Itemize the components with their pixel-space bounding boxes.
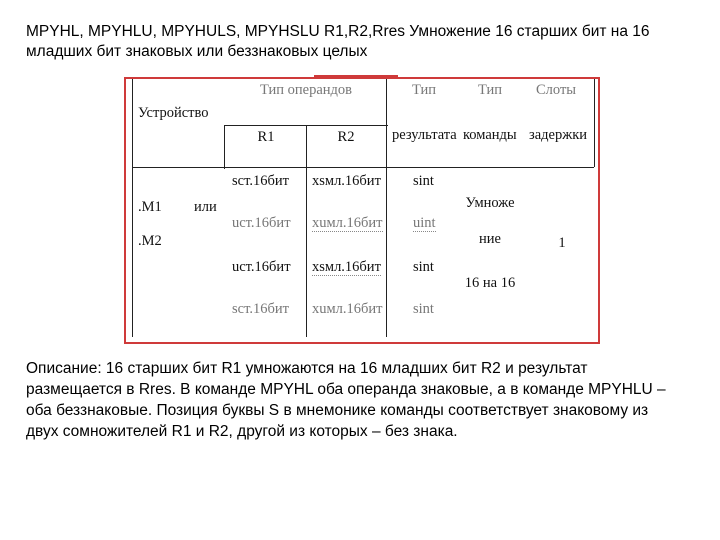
description-line-1: Описание: 16 старших бит R1 умножаются на 16 младших бит R2 и результат: [26, 360, 588, 377]
device-m1: .M1: [138, 199, 162, 215]
row-3-r1: uст.16бит: [232, 259, 291, 275]
row-4-r1: sст.16бит: [232, 301, 289, 317]
description: [26, 358, 706, 442]
header-delay-slots-bottom: задержки: [529, 127, 588, 143]
row-4-result: sint: [413, 301, 434, 317]
heading-line-2: младших бит знаковых или беззнаковых целых: [26, 43, 368, 60]
row-3-r2: xsмл.16бит: [312, 259, 381, 275]
grid-line: [386, 79, 387, 337]
instruction-table: [126, 79, 598, 342]
row-1-r2: xsмл.16бит: [312, 173, 381, 189]
header-command-type-bottom: команды: [463, 127, 517, 143]
row-3-result: sint: [413, 259, 434, 275]
table-frame-accent: [314, 75, 398, 77]
command-line-3: 16 на 16: [464, 275, 516, 291]
header-command-type-top: Тип: [477, 82, 503, 98]
row-1-result: sint: [413, 173, 434, 189]
row-4-r2: xuмл.16бит: [312, 301, 383, 317]
row-2-r2: xuмл.16бит: [312, 215, 383, 231]
grid-line: [132, 167, 594, 168]
command-line-1: Умноже: [465, 195, 515, 211]
header-device: Устройство: [138, 105, 209, 121]
description-line-4: двух сомножителей R1 и R2, другой из которых – без знака.: [26, 423, 458, 440]
header-operand-type: Тип операндов: [259, 82, 353, 98]
grid-line: [224, 125, 388, 126]
header-r1: R1: [257, 129, 275, 145]
description-line-3: оба беззнаковые. Позиция буквы S в мнемонике команды соответствует знаковому из: [26, 402, 649, 419]
device-m2: .M2: [138, 233, 162, 249]
row-1-r1: sст.16бит: [232, 173, 289, 189]
instruction-heading: [26, 22, 706, 62]
row-2-r1: uст.16бит: [232, 215, 291, 231]
command-line-2: ние: [479, 231, 501, 247]
heading-line-1: MPYHL, MPYHLU, MPYHULS, MPYHSLU R1,R2,Rres Умножение 16 старших бит на 16: [26, 23, 650, 40]
header-result-type-bottom: результата: [392, 127, 457, 143]
header-result-type-top: Тип: [411, 82, 437, 98]
grid-line: [224, 125, 225, 169]
row-2-result: uint: [413, 215, 436, 231]
header-r2: R2: [337, 129, 355, 145]
grid-line: [132, 79, 133, 337]
device-or: или: [194, 199, 217, 215]
instruction-table-image: [124, 77, 600, 344]
header-delay-slots-top: Слоты: [535, 82, 577, 98]
description-line-2: размещается в Rres. В команде MPYHL оба операнда знаковые, а в команде MPYHLU –: [26, 381, 666, 398]
delay-slots-value: 1: [558, 235, 566, 251]
grid-line: [306, 125, 307, 337]
grid-line: [594, 79, 595, 167]
